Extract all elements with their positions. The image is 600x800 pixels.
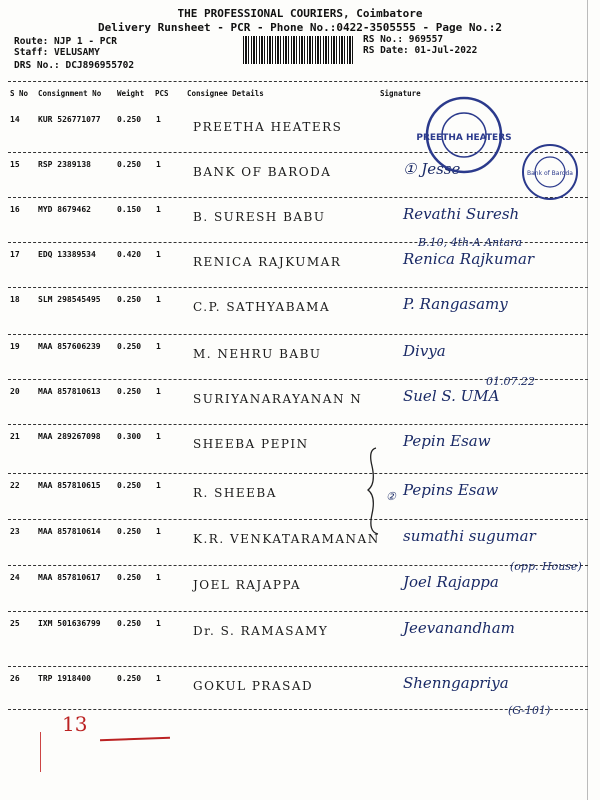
margin-mark [40,732,47,772]
group-brace [366,446,386,536]
row-divider [8,519,588,520]
row-sno: 25 [10,619,20,628]
row-sno: 19 [10,342,20,351]
row-signature: Pepin Esaw [403,432,491,450]
row-consignee: R. SHEEBA [193,486,277,500]
table-row [8,295,588,335]
row-consignment-no: TRP 1918400 [38,674,91,683]
row-signature: Shenngapriya [403,674,509,692]
row-weight: 0.250 [117,387,142,396]
row-sno: 16 [10,205,20,214]
row-consignee: SURIYANARAYANAN N [193,392,363,406]
row-consignee: Dr. S. RAMASAMY [193,624,329,638]
row-sno: 24 [10,573,20,582]
row-signature: sumathi sugumar [403,527,536,545]
row-pcs: 1 [156,250,161,259]
row-pcs: 1 [156,527,161,536]
row-sno: 20 [10,387,20,396]
col-sno: S No [10,89,29,98]
staff-label: Staff: VELUSAMY [14,47,100,58]
table-row [8,432,588,472]
rs-date: RS Date: 01-Jul-2022 [363,45,478,56]
row-weight: 0.250 [117,160,142,169]
row-consignee: SHEEBA PEPIN [193,437,309,451]
row-weight: 0.250 [117,115,142,124]
row-pcs: 1 [156,674,161,683]
row-divider [8,334,588,335]
company-stamp [416,95,512,175]
row-pcs: 1 [156,295,161,304]
row-pcs: 1 [156,481,161,490]
row-consignment-no: MAA 289267098 [38,432,101,441]
row-consignment-no: MAA 857606239 [38,342,101,351]
row-signature: P. Rangasamy [403,295,508,313]
row-consignment-no: SLM 298545495 [38,295,101,304]
row-pcs: 1 [156,205,161,214]
row-sno: 14 [10,115,20,124]
row-consignment-no: MAA 857810615 [38,481,101,490]
bank-seal-text: Bank of Baroda [527,170,573,177]
row-weight: 0.250 [117,295,142,304]
row-sno: 18 [10,295,20,304]
route-label: Route: NJP 1 - PCR [14,36,117,47]
row-divider [8,473,588,474]
row-pcs: 1 [156,387,161,396]
row-consignee: RENICA RAJKUMAR [193,255,342,269]
row-sno: 26 [10,674,20,683]
row-consignee: JOEL RAJAPPA [193,578,302,592]
row-consignee: PREETHA HEATERS [193,120,343,134]
row-sno: 17 [10,250,20,259]
table-row [8,573,588,613]
total-count-mark: 13 [62,712,88,736]
row-pcs: 1 [156,619,161,628]
col-signature: Signature [380,89,421,98]
row-weight: 0.250 [117,674,142,683]
row-signature: Divya [403,342,446,360]
delivery-date-note: 01.07.22 [486,375,535,388]
row-consignment-no: MAA 857810617 [38,573,101,582]
row-signature: ① Jesse [403,160,461,178]
row-divider [8,709,588,710]
row-divider [8,197,588,198]
bank-seal [520,142,580,202]
row-consignment-no: MYD 8679462 [38,205,91,214]
row-consignee: BANK OF BARODA [193,165,332,179]
row-consignment-no: MAA 857810614 [38,527,101,536]
table-row [8,250,588,290]
company-title: THE PROFESSIONAL COURIERS, Coimbatore [177,7,423,20]
table-row [8,674,588,714]
col-consignment: Consignment No [38,89,102,98]
total-underline [100,737,170,741]
drs-number: DRS No.: DCJ896955702 [14,60,135,71]
row-consignment-no: EDQ 13389534 [38,250,96,259]
row-signature: Suel S. UMA [403,387,500,405]
rs-number: RS No.: 969557 [363,34,444,45]
table-row [8,387,588,427]
row-signature: Renica Rajkumar [403,250,535,268]
row-weight: 0.150 [117,205,142,214]
row-consignee: C.P. SATHYABAMA [193,300,331,314]
row-weight: 0.250 [117,527,142,536]
row-pcs: 1 [156,573,161,582]
row-pcs: 1 [156,115,161,124]
row-signature: Revathi Suresh [403,205,520,223]
row-pcs: 1 [156,160,161,169]
circled-two-mark: ② [386,490,396,503]
row-signature: Joel Rajappa [403,573,499,591]
row-sno: 21 [10,432,20,441]
row-weight: 0.300 [117,432,142,441]
runsheet-subtitle: Delivery Runsheet - PCR - Phone No.:0422-3505555 - Page No.:2 [98,21,502,34]
row-consignment-no: IXM 501636799 [38,619,101,628]
table-row [8,481,588,521]
company-stamp-text: PREETHA HEATERS [416,133,512,143]
row-divider [8,565,588,566]
row-divider [8,424,588,425]
row-consignee: K.R. VENKATARAMANAN [193,532,380,546]
row-divider [8,611,588,612]
table-row [8,619,588,659]
row-consignment-no: RSP 2389138 [38,160,91,169]
row-sno: 22 [10,481,20,490]
col-weight: Weight [117,89,145,98]
barcode [243,36,353,64]
row-signature: Pepins Esaw [403,481,499,499]
row-consignment-no: KUR 526771077 [38,115,101,124]
row-weight: 0.420 [117,250,142,259]
row-pcs: 1 [156,342,161,351]
row-consignee: B. SURESH BABU [193,210,326,224]
row-divider [8,287,588,288]
row-pcs: 1 [156,432,161,441]
table-row [8,527,588,567]
row-weight: 0.250 [117,342,142,351]
col-pcs: PCS [155,89,169,98]
row-weight: 0.250 [117,619,142,628]
address-note: B.10, 4th-A Antara [418,236,523,249]
row-weight: 0.250 [117,481,142,490]
row-consignment-no: MAA 857810613 [38,387,101,396]
row-consignee: GOKUL PRASAD [193,679,314,693]
table-top-rule [8,81,588,82]
row-signature: Jeevanandham [403,619,515,637]
row-consignee: M. NEHRU BABU [193,347,322,361]
row-weight: 0.250 [117,573,142,582]
flat-number-note: (G-101) [508,704,551,717]
row-divider [8,666,588,667]
location-note: (opp. House) [510,560,582,573]
row-sno: 15 [10,160,20,169]
col-consignee: Consignee Details [187,89,264,98]
row-sno: 23 [10,527,20,536]
